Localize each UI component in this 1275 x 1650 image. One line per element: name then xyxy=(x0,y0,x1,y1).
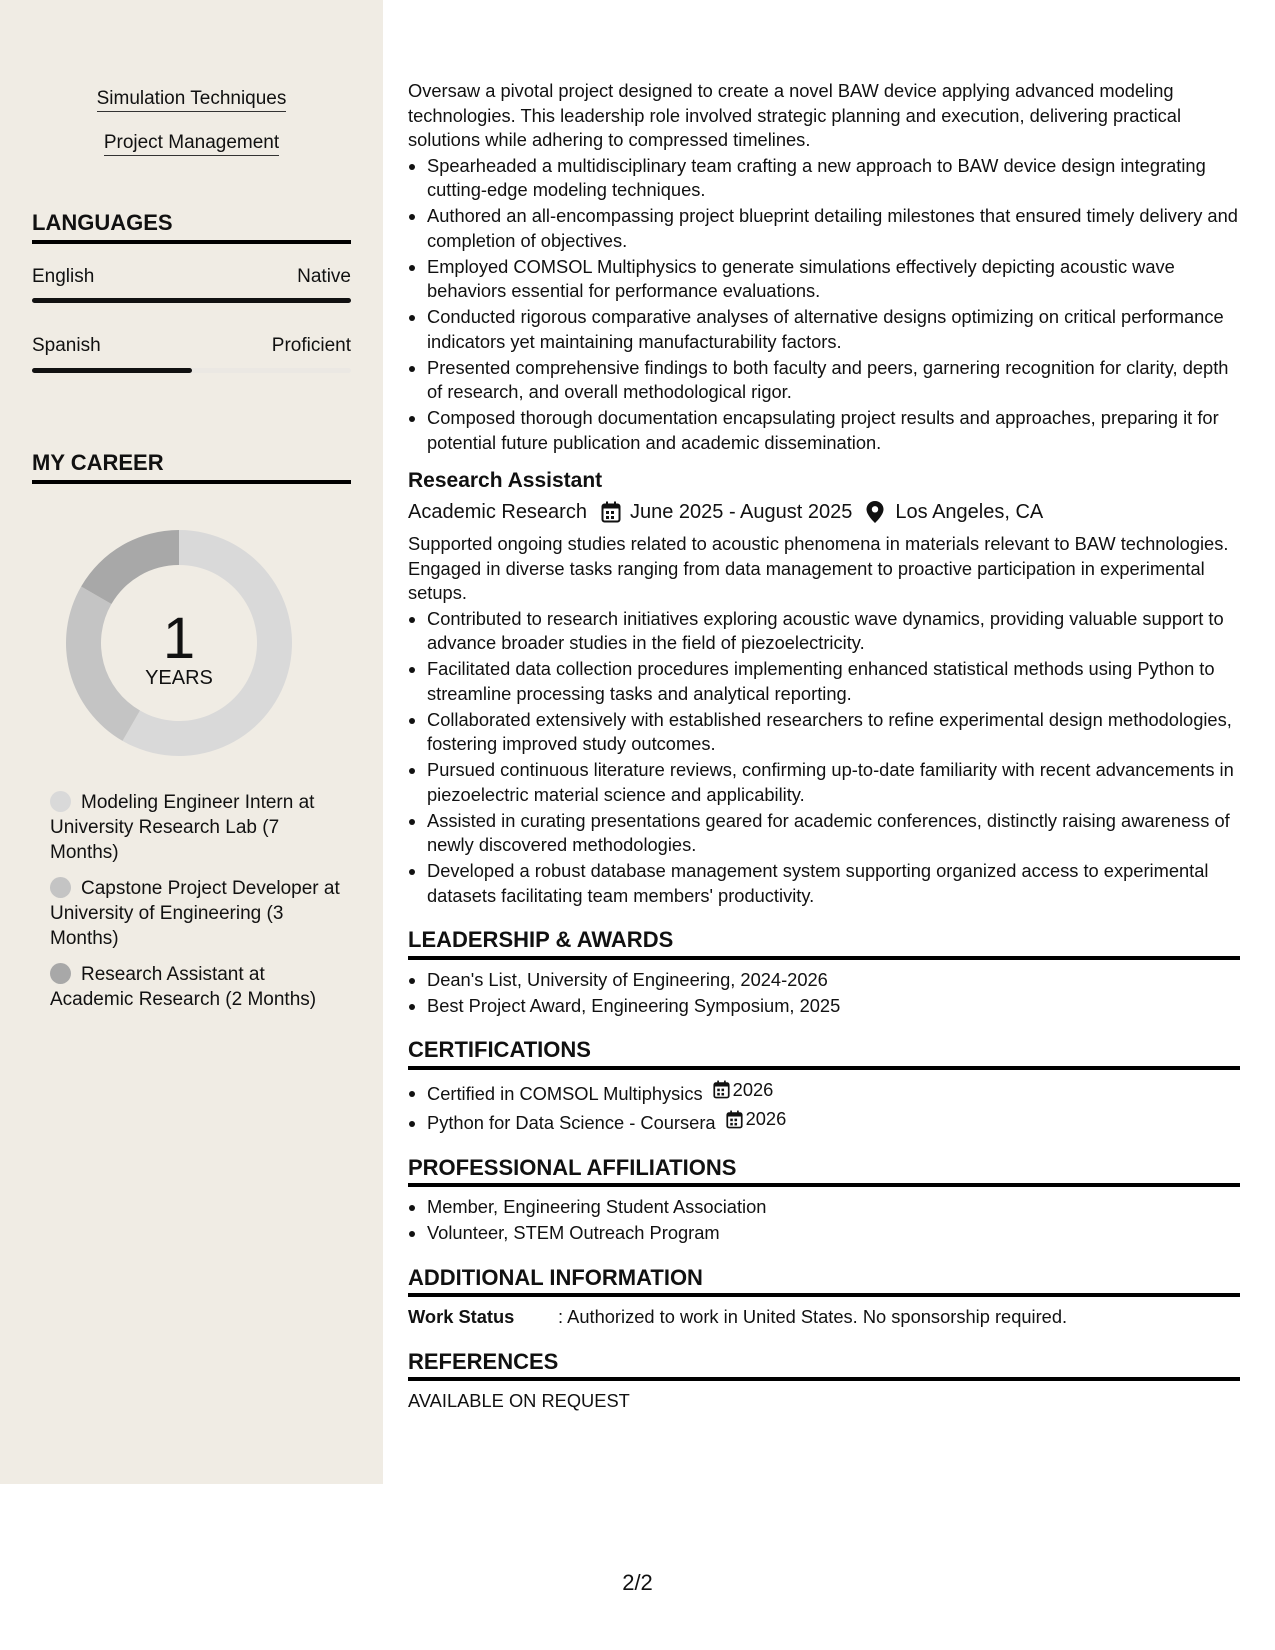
calendar-icon xyxy=(726,1110,743,1129)
work-status-value: : Authorized to work in United States. No sponsorship required. xyxy=(558,1306,1068,1327)
language-name: Spanish xyxy=(32,335,101,356)
career-donut-chart xyxy=(66,530,292,756)
list-item: • Best Project Award, Engineering Symposium, 2025 xyxy=(427,994,1240,1019)
list-item: • Authored an all-encompassing project blueprint detailing milestones that ensured timely delivery and completion of objectives. xyxy=(427,204,1240,253)
list-item: • Dean's List, University of Engineering, 2024-2026 xyxy=(427,968,1240,993)
references-heading: REFERENCES xyxy=(408,1350,1240,1382)
work-status-label: Work Status xyxy=(408,1306,515,1327)
list-item: • Pursued continuous literature reviews, confirming up-to-date familiarity with recent advancements in piezoelectric material science and applicability. xyxy=(427,758,1240,807)
list-item: • Facilitated data collection procedures implementing enhanced statistical methods using Python to streamline processing tasks and analytical reporting. xyxy=(427,657,1240,706)
career-dot xyxy=(50,791,71,812)
sidebar xyxy=(0,0,383,1484)
language-row-english xyxy=(32,266,351,288)
career-donut-segment xyxy=(81,530,179,604)
list-item: • Composed thorough documentation encapsulating project results and approaches, preparing it for potential future publication and academic dissemination. xyxy=(427,406,1240,455)
job-location: Los Angeles, CA xyxy=(895,500,1044,523)
job-bullets xyxy=(408,607,1240,909)
job-dates: June 2025 - August 2025 xyxy=(629,500,853,523)
leadership-list xyxy=(408,968,1240,1019)
language-row-spanish xyxy=(32,335,351,357)
language-bar-english xyxy=(32,298,351,303)
intro-paragraph: Oversaw a pivotal project designed to create a novel BAW device applying advanced modeling technologies. This leadership role involved strategic planning and execution, delivering practical solutions while adhering to compressed timelines. xyxy=(408,80,1182,150)
certifications-heading: CERTIFICATIONS xyxy=(408,1038,1240,1070)
job-company: Academic Research xyxy=(408,500,587,523)
list-item: • Collaborated extensively with established researchers to refine experimental design methodologies, fostering improved study outcomes. xyxy=(427,708,1240,757)
career-item: Research Assistant at Academic Research (2 Months) xyxy=(50,964,317,1010)
job-title: Research Assistant xyxy=(408,469,603,492)
list-item: • Employed COMSOL Multiphysics to generate simulations effectively depicting acoustic wave behaviors essential for performance evaluations. xyxy=(427,255,1240,304)
career-heading: MY CAREER xyxy=(32,450,351,484)
certifications-list xyxy=(408,1078,1240,1136)
cert-year: 2026 xyxy=(745,1108,787,1130)
intro-bullets xyxy=(408,154,1240,456)
job-paragraph: Supported ongoing studies related to acoustic phenomena in materials relevant to BAW technologies. Engaged in diverse tasks ranging from data management to proactive participation in experimental setups. xyxy=(408,533,1229,603)
job-meta xyxy=(408,500,1240,525)
career-list xyxy=(50,790,340,1023)
cert-name: Certified in COMSOL Multiphysics xyxy=(427,1082,703,1104)
language-bar-spanish xyxy=(32,368,351,373)
list-item xyxy=(427,1107,1240,1135)
list-item: • Volunteer, STEM Outreach Program xyxy=(427,1221,1240,1246)
cert-year: 2026 xyxy=(732,1078,774,1100)
career-total: 1 xyxy=(162,606,196,671)
list-item: • Presented comprehensive findings to both faculty and peers, garnering recognition for clarity, depth of research, and overall methodological rigor. xyxy=(427,356,1240,405)
list-item: • Assisted in curating presentations geared for academic conferences, distinctly raising awareness of newly discovered methodologies. xyxy=(427,809,1240,858)
calendar-icon xyxy=(601,501,621,523)
career-item: Capstone Project Developer at University of Engineering (3 Months) xyxy=(50,878,340,949)
skill-simulation-techniques[interactable]: Simulation Techniques xyxy=(0,88,383,110)
work-status-row xyxy=(408,1305,1240,1330)
page-number: 2/2 xyxy=(622,1570,653,1595)
skill-project-management[interactable]: Project Management xyxy=(0,132,383,154)
references-text: AVAILABLE ON REQUEST xyxy=(408,1390,630,1411)
career-donut-segment xyxy=(66,587,140,741)
calendar-icon xyxy=(713,1080,730,1099)
language-level: Proficient xyxy=(271,335,351,356)
list-item: • Spearheaded a multidisciplinary team crafting a new approach to BAW device design integrating cutting-edge modeling techniques. xyxy=(427,154,1240,203)
list-item xyxy=(427,1078,1240,1106)
career-unit: YEARS xyxy=(145,667,213,689)
language-bar-fill xyxy=(32,298,351,303)
additional-heading: ADDITIONAL INFORMATION xyxy=(408,1266,1240,1298)
list-item: • Developed a robust database management system supporting organized access to experimental datasets facilitating team members' productivity. xyxy=(427,859,1240,908)
language-bar-fill xyxy=(32,368,192,373)
career-dot xyxy=(50,963,71,984)
location-pin-icon xyxy=(866,501,886,523)
leadership-heading: LEADERSHIP & AWARDS xyxy=(408,928,1240,960)
list-item: • Conducted rigorous comparative analyses of alternative designs optimizing on critical performance indicators yet maintaining manufacturability factors. xyxy=(427,305,1240,354)
cert-name: Python for Data Science - Coursera xyxy=(427,1112,716,1133)
main-content xyxy=(408,79,1240,1414)
career-item: Modeling Engineer Intern at University Research Lab (7 Months) xyxy=(50,792,315,863)
affiliations-heading: PROFESSIONAL AFFILIATIONS xyxy=(408,1156,1240,1188)
language-level: Native xyxy=(297,266,351,287)
language-name: English xyxy=(32,266,95,287)
list-item: • Contributed to research initiatives exploring acoustic wave dynamics, providing valuable support to advance broader studies in the field of piezoelectricity. xyxy=(427,607,1240,656)
languages-heading: LANGUAGES xyxy=(32,210,351,244)
affiliations-list xyxy=(408,1195,1240,1246)
career-dot xyxy=(50,877,71,898)
list-item: • Member, Engineering Student Association xyxy=(427,1195,1240,1220)
